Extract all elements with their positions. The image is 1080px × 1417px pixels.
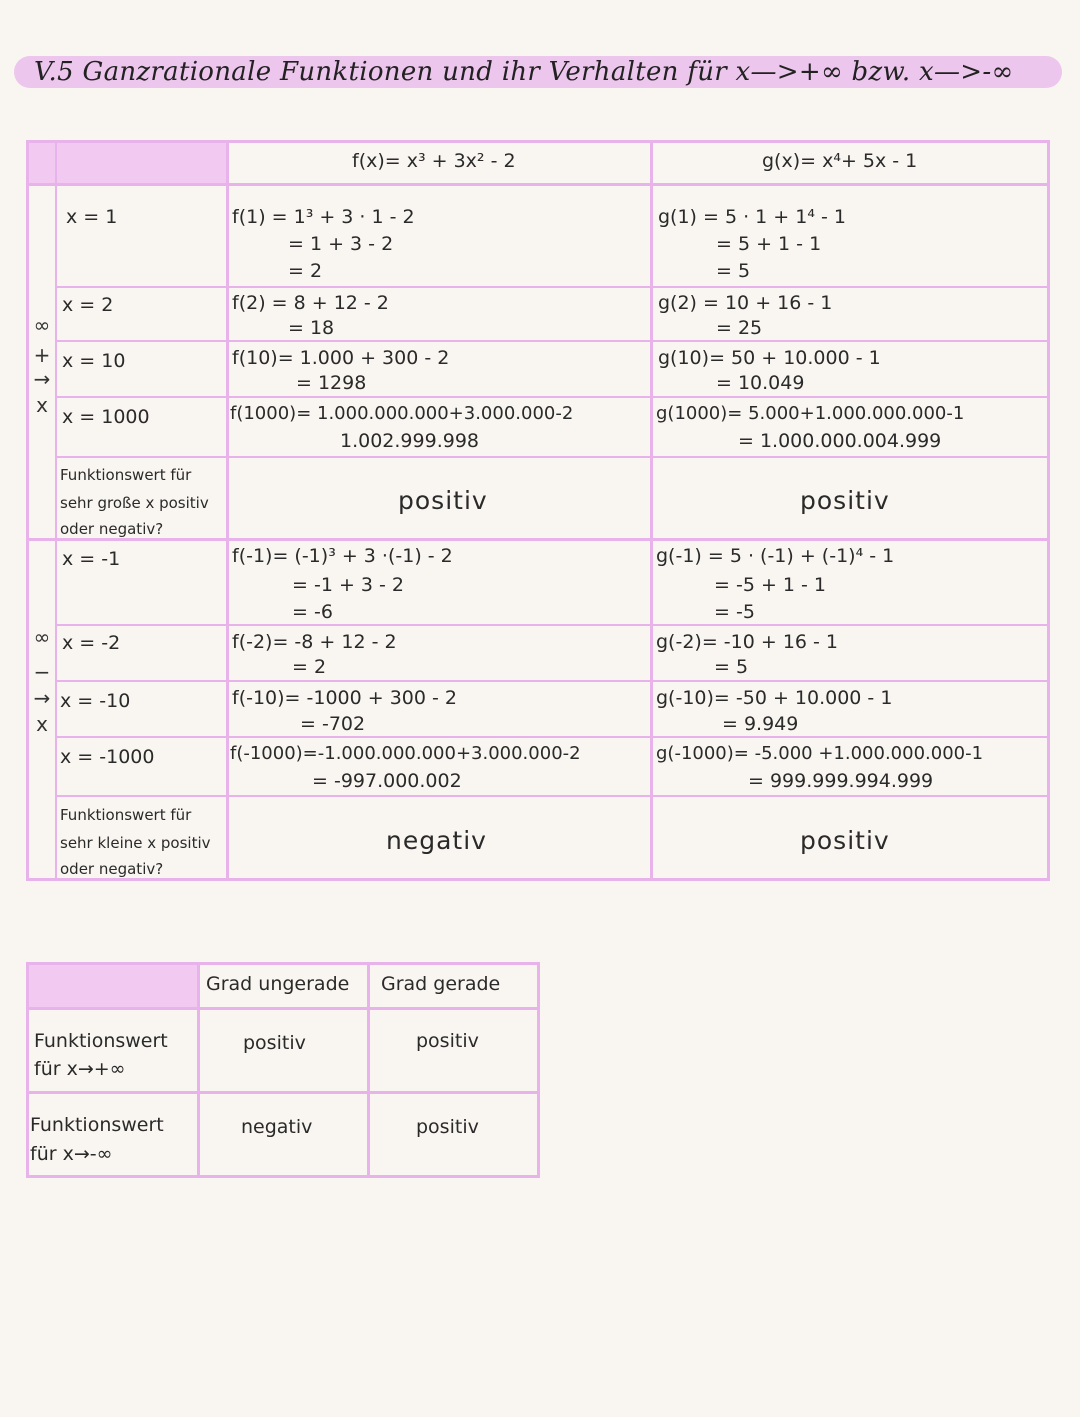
side-char: ∞ (33, 313, 51, 337)
cell-even-minus-inf: positiv (416, 1116, 479, 1138)
grid-line (26, 1091, 540, 1094)
grid-line (56, 680, 1050, 682)
col-header-even-degree: Grad gerade (381, 973, 501, 995)
grid-line (537, 962, 540, 1178)
grid-line (56, 456, 1050, 458)
x-value: x = -10 (60, 690, 131, 712)
x-value: x = 2 (62, 294, 114, 316)
grid-line (26, 538, 1050, 541)
f-calc-line: f(1000)= 1.000.000.000+3.000.000-2 (230, 403, 574, 424)
answer-small-f: negativ (386, 826, 487, 855)
f-calc-line: 1.002.999.998 (340, 430, 480, 452)
side-char: x (36, 712, 48, 736)
row-label-line: Funktionswert (30, 1114, 164, 1136)
g-calc-line: g(-1000)= -5.000 +1.000.000.000-1 (656, 743, 984, 764)
f-calc-line: = -6 (292, 601, 333, 623)
grid-line (26, 962, 540, 965)
header-f: f(x)= x³ + 3x² - 2 (352, 150, 516, 172)
side-char: ∞ (33, 625, 51, 649)
answer-large-g: positiv (800, 486, 890, 515)
x-value: x = 10 (62, 350, 126, 372)
f-calc-line: = -702 (300, 713, 366, 735)
grid-line (650, 140, 653, 880)
grid-line (26, 878, 1050, 881)
grid-line (26, 1007, 540, 1010)
row-label-line: für x→-∞ (30, 1143, 113, 1165)
page-title: V.5 Ganzrationale Funktionen und ihr Verhalten für x—>+∞ bzw. x—>-∞ (34, 57, 1014, 87)
f-calc-line: = -1 + 3 - 2 (292, 574, 405, 596)
g-calc-line: g(2) = 10 + 16 - 1 (658, 292, 833, 314)
grid-line (56, 396, 1050, 398)
f-calc-line: f(10)= 1.000 + 300 - 2 (232, 347, 450, 369)
f-calc-line: f(1) = 1³ + 3 · 1 - 2 (232, 206, 415, 228)
g-calc-line: g(10)= 50 + 10.000 - 1 (658, 347, 881, 369)
g-calc-line: = 5 (714, 656, 749, 678)
g-calc-line: = 999.999.994.999 (748, 770, 934, 792)
f-calc-line: = 1 + 3 - 2 (288, 233, 394, 255)
row-label-line: für x→+∞ (34, 1058, 126, 1080)
col-header-odd-degree: Grad ungerade (206, 973, 350, 995)
side-char: + (33, 343, 51, 367)
g-calc-line: = 5 + 1 - 1 (716, 233, 822, 255)
grid-line (26, 962, 29, 1178)
grid-line (226, 140, 229, 880)
question-line: sehr große x positiv (60, 494, 209, 512)
g-calc-line: = -5 (714, 601, 755, 623)
g-calc-line: g(-10)= -50 + 10.000 - 1 (656, 687, 893, 709)
question-line: oder negativ? (60, 520, 164, 538)
f-calc-line: = 2 (288, 260, 323, 282)
grid-line (55, 140, 57, 880)
grid-line (56, 736, 1050, 738)
f-calc-line: f(-1)= (-1)³ + 3 ·(-1) - 2 (232, 545, 453, 567)
g-calc-line: = -5 + 1 - 1 (714, 574, 827, 596)
g-calc-line: = 5 (716, 260, 751, 282)
f-calc-line: = -997.000.002 (312, 770, 462, 792)
x-value: x = 1000 (62, 406, 150, 428)
x-value: x = 1 (66, 206, 118, 228)
grid-line (367, 962, 370, 1178)
g-calc-line: g(1000)= 5.000+1.000.000.000-1 (656, 403, 965, 424)
f-calc-line: = 18 (288, 317, 335, 339)
g-calc-line: g(-1) = 5 · (-1) + (-1)⁴ - 1 (656, 545, 895, 567)
g-calc-line: = 10.049 (716, 372, 805, 394)
f-calc-line: f(-1000)=-1.000.000.000+3.000.000-2 (230, 743, 581, 764)
cell-even-plus-inf: positiv (416, 1030, 479, 1052)
x-value: x = -2 (62, 632, 121, 654)
grid-line (1047, 140, 1050, 880)
side-char: → (33, 686, 51, 710)
question-line: Funktionswert für (60, 466, 192, 484)
header-fill-label (56, 141, 227, 184)
answer-large-f: positiv (398, 486, 488, 515)
x-value: x = -1 (62, 548, 121, 570)
grid-line (56, 624, 1050, 626)
f-calc-line: f(-10)= -1000 + 300 - 2 (232, 687, 458, 709)
f-calc-line: = 2 (292, 656, 327, 678)
grid-line (26, 140, 29, 880)
question-line: oder negativ? (60, 860, 164, 878)
g-calc-line: = 25 (716, 317, 763, 339)
answer-small-g: positiv (800, 826, 890, 855)
side-char: x (36, 393, 48, 417)
grid-line (197, 962, 200, 1178)
grid-line (26, 183, 1050, 186)
f-calc-line: f(2) = 8 + 12 - 2 (232, 292, 389, 314)
question-line: sehr kleine x positiv (60, 834, 211, 852)
g-calc-line: g(1) = 5 · 1 + 1⁴ - 1 (658, 206, 846, 228)
header-g: g(x)= x⁴+ 5x - 1 (762, 150, 918, 172)
row-label-line: Funktionswert (34, 1030, 168, 1052)
g-calc-line: g(-2)= -10 + 16 - 1 (656, 631, 839, 653)
cell-odd-minus-inf: negativ (241, 1116, 313, 1138)
grid-line (56, 340, 1050, 342)
g-calc-line: = 9.949 (722, 713, 799, 735)
header-fill-corner (27, 141, 56, 184)
question-line: Funktionswert für (60, 806, 192, 824)
g-calc-line: = 1.000.000.004.999 (738, 430, 942, 452)
grid-line (56, 795, 1050, 797)
side-char: − (33, 660, 51, 684)
f-calc-line: = 1298 (296, 372, 367, 394)
grid-line (26, 1175, 540, 1178)
summary-header-fill (27, 963, 198, 1008)
grid-line (26, 140, 1050, 143)
f-calc-line: f(-2)= -8 + 12 - 2 (232, 631, 397, 653)
x-value: x = -1000 (60, 746, 155, 768)
side-char: → (33, 367, 51, 391)
cell-odd-plus-inf: positiv (243, 1032, 306, 1054)
grid-line (56, 286, 1050, 288)
